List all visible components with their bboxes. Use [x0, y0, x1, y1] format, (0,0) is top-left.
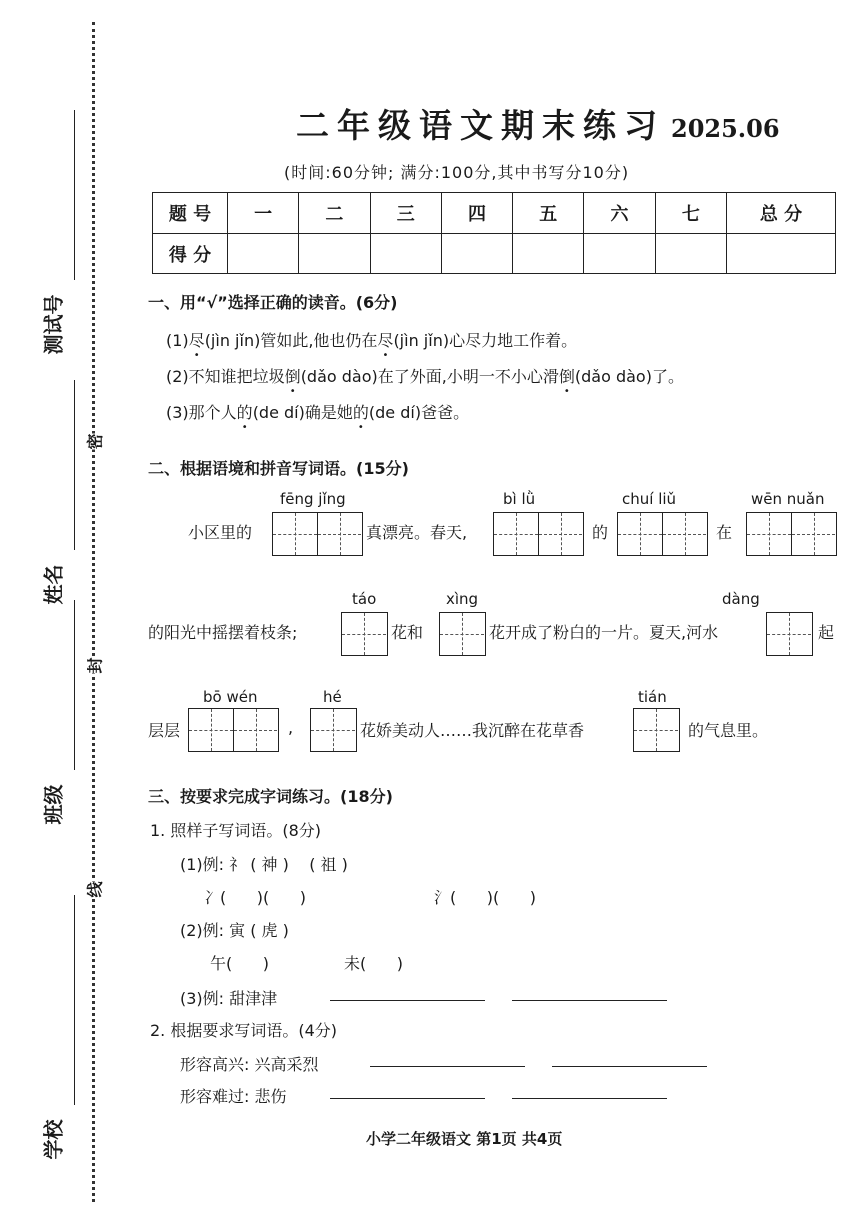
section1-title: 一、用“√”选择正确的读音。(6分) — [148, 293, 398, 312]
pinyin-dang: dàng — [722, 590, 760, 608]
pinyin-fengjing: fēng jǐng — [280, 490, 346, 508]
writing-grid-chuiliu[interactable] — [617, 512, 708, 556]
score-cell[interactable] — [584, 234, 655, 274]
section1-q2 — [166, 364, 684, 387]
score-cell[interactable] — [441, 234, 512, 274]
s2-line3-text-d: 的气息里。 — [688, 721, 769, 740]
score-cell[interactable] — [228, 234, 299, 274]
grid-cell[interactable] — [342, 613, 386, 655]
grid-cell[interactable] — [618, 513, 662, 555]
dotted-char: 倒 — [284, 367, 301, 386]
example1: (1)例: 礻 ( 神 ) ( 祖 ) — [180, 855, 348, 874]
field-underline — [74, 895, 75, 1105]
s2-line3-text-b: , — [288, 718, 294, 737]
field-underline — [74, 600, 75, 770]
seal-char-xian: 线 — [81, 881, 108, 897]
s2-line1-text-b: 真漂亮。春天, — [366, 523, 468, 542]
section2-title: 二、根据语境和拼音写词语。(15分) — [148, 459, 409, 478]
text[interactable]: (jìn jǐn)心尽力地工作着。 — [393, 331, 578, 350]
score-cell[interactable] — [727, 234, 836, 274]
grid-cell[interactable] — [233, 709, 277, 751]
binding-dotted-line — [92, 22, 95, 1202]
text[interactable]: (de dí)爸爸。 — [368, 403, 470, 422]
grid-cell[interactable] — [747, 513, 791, 555]
pinyin-tao: táo — [352, 590, 377, 608]
section3-title: 三、按要求完成字词练习。(18分) — [148, 787, 393, 806]
writing-grid-bilu[interactable] — [493, 512, 584, 556]
grid-cell[interactable] — [767, 613, 811, 655]
score-header-cell: 一 — [228, 193, 299, 234]
pinyin-chuiliu: chuí liǔ — [622, 490, 677, 508]
score-header-cell: 总 分 — [727, 193, 836, 234]
score-cell[interactable] — [299, 234, 370, 274]
section3-sub1: 1. 照样子写词语。(8分) — [150, 821, 322, 840]
field-label: 姓名 — [41, 564, 66, 605]
dotted-char: 尽 — [188, 331, 205, 350]
field-label: 学校 — [41, 1119, 66, 1160]
happy-prompt: 形容高兴: 兴高采烈 — [180, 1055, 319, 1074]
answer-wei[interactable]: 未( ) — [344, 954, 404, 973]
answer-blank[interactable] — [552, 1066, 707, 1067]
s2-line2-text-c: 花开成了粉白的一片。夏天,河水 — [489, 623, 719, 642]
exam-info: (时间:60分钟; 满分:100分,其中书写分10分) — [284, 163, 630, 182]
writing-grid-xing[interactable] — [439, 612, 486, 656]
answer-water-radical[interactable]: 氵( )( ) — [434, 888, 537, 907]
section1-q1 — [166, 328, 577, 351]
s2-line2-text-d: 起 — [818, 623, 835, 642]
grid-cell[interactable] — [440, 613, 484, 655]
dotted-char: 倒 — [558, 367, 575, 386]
s2-line3-text-a: 层层 — [148, 721, 181, 740]
text[interactable]: (dǎo dào)在了外面,小明一不小心滑 — [300, 367, 559, 386]
score-row-label: 得 分 — [153, 234, 228, 274]
text[interactable]: (de dí)确是她 — [252, 403, 353, 422]
grid-cell[interactable] — [634, 709, 678, 751]
answer-blank[interactable] — [512, 1098, 667, 1099]
writing-grid-wennuan[interactable] — [746, 512, 837, 556]
pinyin-tian: tián — [638, 688, 667, 706]
score-table — [152, 192, 836, 274]
pinyin-xing: xìng — [446, 590, 479, 608]
page-footer: 小学二年级语文 第1页 共4页 — [366, 1130, 563, 1148]
dotted-char: 的 — [236, 403, 253, 422]
score-header-cell: 三 — [370, 193, 441, 234]
s2-line2-text-a: 的阳光中摇摆着枝条; — [148, 623, 298, 642]
writing-grid-dang[interactable] — [766, 612, 813, 656]
title-year: 2025.06 — [671, 114, 780, 143]
section3-sub2: 2. 根据要求写词语。(4分) — [150, 1021, 338, 1040]
grid-cell[interactable] — [317, 513, 361, 555]
score-header-cell: 二 — [299, 193, 370, 234]
score-cell[interactable] — [370, 234, 441, 274]
pinyin-wennuan: wēn nuǎn — [751, 490, 825, 508]
grid-cell[interactable] — [311, 709, 355, 751]
grid-cell[interactable] — [791, 513, 835, 555]
s2-line2-text-b: 花和 — [391, 623, 424, 642]
grid-cell[interactable] — [662, 513, 706, 555]
score-value-row — [153, 234, 836, 274]
answer-blank[interactable] — [330, 1098, 485, 1099]
pinyin-he: hé — [323, 688, 342, 706]
grid-cell[interactable] — [273, 513, 317, 555]
grid-cell[interactable] — [189, 709, 233, 751]
score-header-cell: 题 号 — [153, 193, 228, 234]
score-header-cell: 七 — [655, 193, 726, 234]
writing-grid-tian[interactable] — [633, 708, 680, 752]
text: (1) — [166, 331, 189, 350]
pinyin-bilu: bì lǜ — [503, 490, 536, 508]
text[interactable]: (jìn jǐn)管如此,他也仍在 — [204, 331, 378, 350]
score-cell[interactable] — [655, 234, 726, 274]
seal-char-mi: 密 — [81, 433, 108, 449]
s2-line3-text-c: 花娇美动人……我沉醉在花草香 — [360, 721, 585, 740]
answer-blank[interactable] — [330, 1000, 485, 1001]
writing-grid-fengjing[interactable] — [272, 512, 363, 556]
field-underline — [74, 110, 75, 280]
example2: (2)例: 寅 ( 虎 ) — [180, 921, 289, 940]
writing-grid-he[interactable] — [310, 708, 357, 752]
field-label: 班级 — [41, 784, 66, 825]
text[interactable]: (dǎo dào)了。 — [574, 367, 684, 386]
score-header-cell: 四 — [441, 193, 512, 234]
pinyin-bowen: bō wén — [203, 688, 258, 706]
answer-wu[interactable]: 午( ) — [210, 954, 270, 973]
answer-blank[interactable] — [370, 1066, 525, 1067]
grid-cell[interactable] — [494, 513, 538, 555]
title-text: 二年级语文期末练习 — [296, 106, 665, 145]
score-header-cell: 五 — [513, 193, 584, 234]
text: (3)那个人 — [166, 403, 237, 422]
page-title — [296, 100, 780, 147]
section1-q3 — [166, 400, 469, 423]
s2-line1-text-d: 在 — [716, 523, 733, 542]
dotted-char: 的 — [352, 403, 369, 422]
score-cell[interactable] — [513, 234, 584, 274]
grid-cell[interactable] — [538, 513, 582, 555]
writing-grid-tao[interactable] — [341, 612, 388, 656]
s2-line1-text-c: 的 — [592, 523, 609, 542]
sad-prompt: 形容难过: 悲伤 — [180, 1087, 287, 1106]
seal-char-feng: 封 — [81, 657, 108, 673]
field-underline — [74, 380, 75, 550]
s2-line1-text-a: 小区里的 — [188, 523, 253, 542]
writing-grid-bowen[interactable] — [188, 708, 279, 752]
text: (2)不知谁把垃圾 — [166, 367, 285, 386]
score-header-cell: 六 — [584, 193, 655, 234]
field-label: 测试号 — [41, 294, 66, 355]
answer-ice-radical[interactable]: 冫( )( ) — [204, 888, 307, 907]
score-header-row — [153, 193, 836, 234]
answer-blank[interactable] — [512, 1000, 667, 1001]
example3: (3)例: 甜津津 — [180, 989, 278, 1008]
dotted-char: 尽 — [377, 331, 394, 350]
